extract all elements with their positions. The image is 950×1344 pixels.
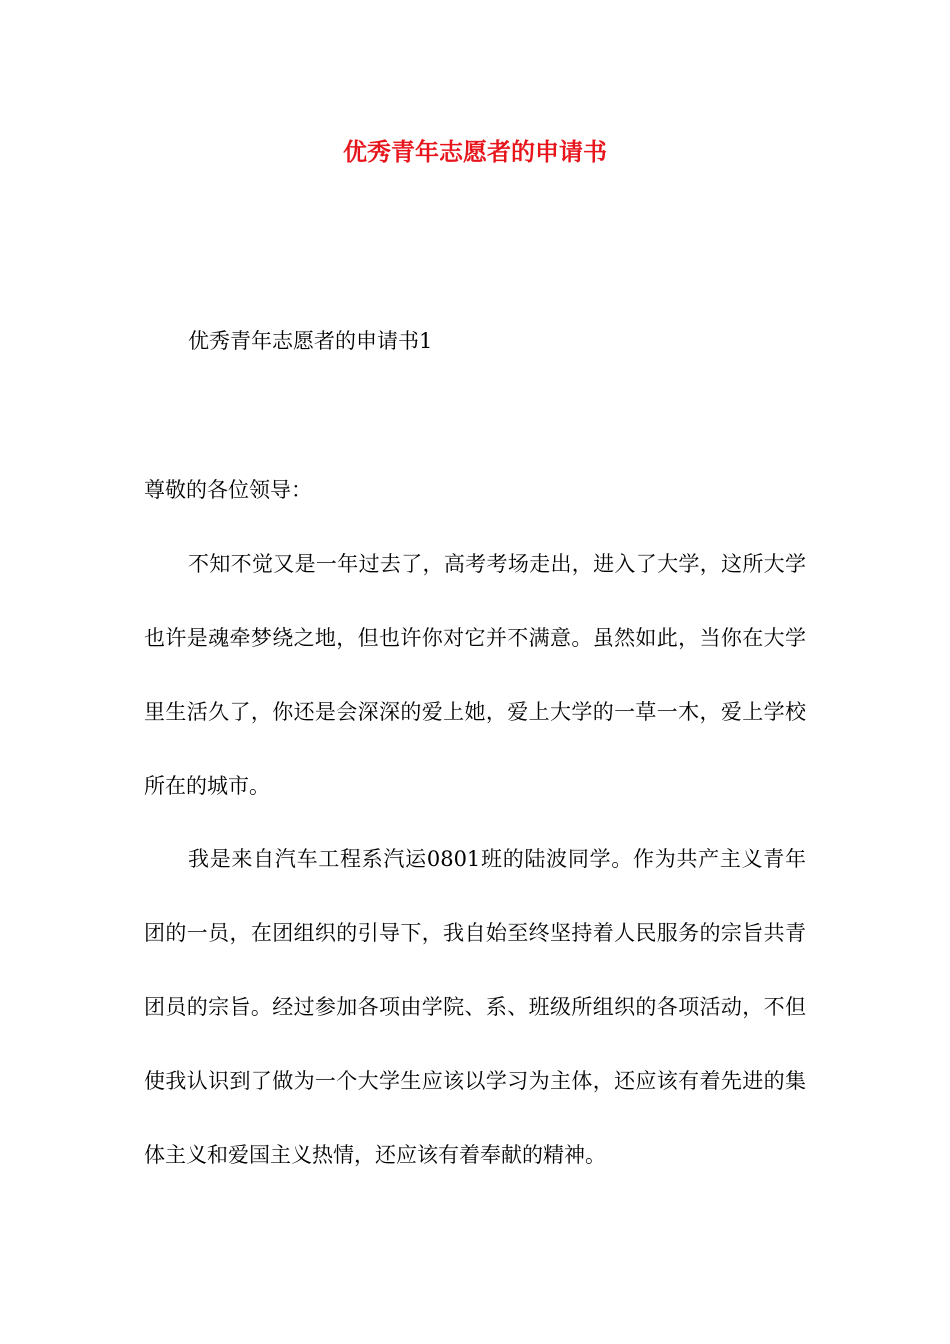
salutation: 尊敬的各位领导： [144,478,312,502]
document-title: 优秀青年志愿者的申请书 [343,138,607,166]
paragraph-2: 我是来自汽车工程系汽运0801班的陆波同学。作为共产主义青年团的一员，在团组织的引导下，我自始至终坚持着人民服务的宗旨共青团员的宗旨。经过参加各项由学院、系、班级所组织的各项活动，不但使我认识到了做为一个大学生应该以学习为主体，还应该有着先进的集体主义和爱国主义热情，还应该有着奉献的精神。 [144,847,806,1167]
paragraph-1: 不知不觉又是一年过去了，高考考场走出，进入了大学，这所大学也许是魂牵梦绕之地，但也许你对它并不满意。虽然如此，当你在大学里生活久了，你还是会深深的爱上她，爱上大学的一草一木，爱上学校所在的城市。 [144,552,806,798]
document-subtitle: 优秀青年志愿者的申请书1 [188,329,433,353]
